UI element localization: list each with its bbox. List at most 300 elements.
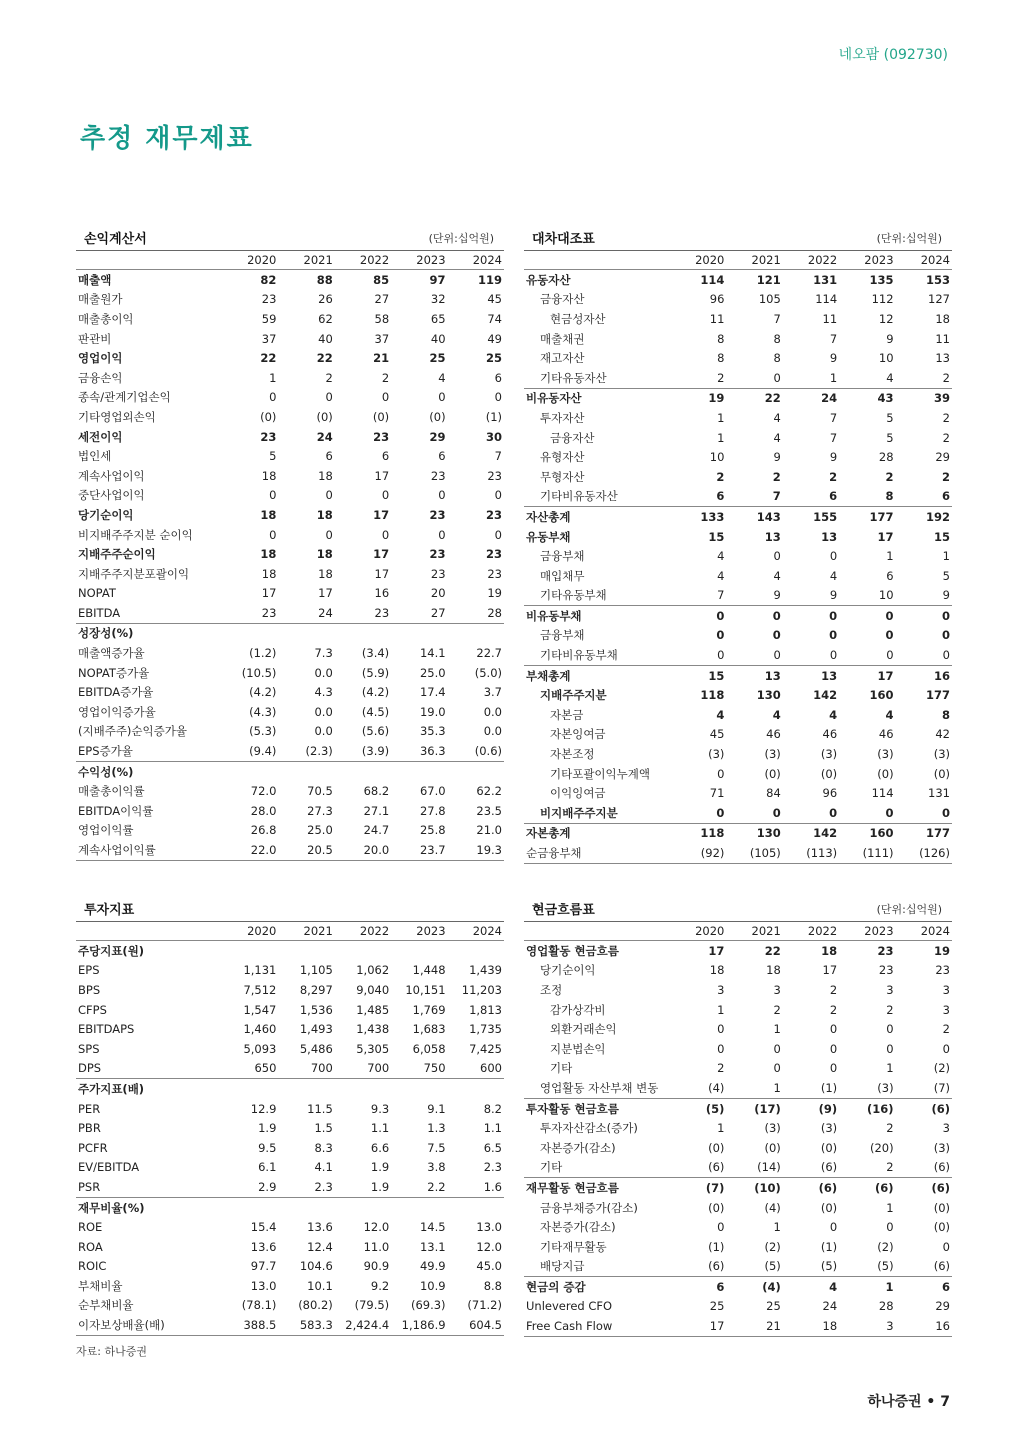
row-value: 24 bbox=[318, 605, 333, 620]
investment-indicators-section bbox=[76, 899, 504, 1336]
page-title: 추정 재무제표 bbox=[80, 124, 254, 154]
table-row bbox=[524, 388, 952, 408]
row-value: 105 bbox=[758, 292, 781, 307]
row-label: 당기순이익 bbox=[540, 963, 596, 978]
row-value: 13.0 bbox=[250, 1278, 277, 1293]
row-value: 5,093 bbox=[243, 1041, 277, 1056]
row-value: 0 bbox=[438, 527, 446, 542]
row-value: 13 bbox=[764, 529, 781, 544]
row-value: (3) bbox=[877, 747, 894, 762]
table-row bbox=[76, 584, 504, 604]
header-row bbox=[524, 251, 952, 270]
row-value: (5) bbox=[764, 1259, 781, 1274]
row-value: 2 bbox=[941, 469, 950, 484]
row-value: 16 bbox=[896, 1316, 952, 1336]
table-row bbox=[524, 783, 952, 803]
row-value: 1,105 bbox=[299, 963, 333, 978]
row-value: 0.0 bbox=[483, 704, 502, 719]
row-value: 62.2 bbox=[476, 784, 502, 799]
row-label: 금융부채 bbox=[540, 628, 585, 643]
row-value: 19 bbox=[487, 586, 502, 601]
row-label: 영업이익증가율 bbox=[78, 704, 156, 719]
row-value: 58 bbox=[374, 311, 390, 326]
row-value: 10 bbox=[709, 450, 725, 465]
row-value: 1,536 bbox=[299, 1002, 333, 1017]
row-value: 17.4 bbox=[419, 685, 446, 700]
row-value: 1 bbox=[717, 430, 725, 445]
row-value: 4 bbox=[783, 1277, 839, 1297]
table-row bbox=[76, 1217, 504, 1237]
row-value: 0 bbox=[494, 390, 502, 405]
table-row bbox=[76, 941, 504, 961]
row-value: (1) bbox=[708, 1239, 725, 1254]
row-value: (1) bbox=[820, 1080, 838, 1095]
row-label: 순금융부채 bbox=[524, 843, 670, 863]
row-value: (5.6) bbox=[361, 724, 390, 739]
row-value: (71.2) bbox=[467, 1298, 502, 1313]
row-value: 17 bbox=[373, 547, 390, 562]
row-value: 0 bbox=[941, 628, 950, 643]
year-header: 2021 bbox=[278, 251, 334, 270]
balance-sheet-section bbox=[524, 228, 952, 864]
row-value: 36.3 bbox=[419, 744, 446, 759]
row-value: 114 bbox=[700, 272, 725, 287]
row-label: 비지배주주지분 순이익 bbox=[78, 527, 193, 542]
row-value: 4 bbox=[717, 549, 725, 564]
table-row bbox=[524, 764, 952, 784]
row-value: 2.2 bbox=[427, 1179, 446, 1194]
row-value: 0 bbox=[772, 805, 781, 820]
row-value: (0) bbox=[764, 766, 781, 781]
row-value: 0 bbox=[829, 1220, 838, 1235]
row-value: 18 bbox=[260, 507, 277, 522]
row-value: 23 bbox=[261, 605, 277, 620]
row-value: (0) bbox=[877, 766, 894, 781]
row-value: (6) bbox=[783, 1178, 839, 1198]
row-value bbox=[391, 1079, 447, 1099]
year-header: 2023 bbox=[839, 251, 895, 270]
row-value: 2 bbox=[717, 370, 725, 385]
row-value: 13.6 bbox=[307, 1220, 333, 1235]
row-value: 17 bbox=[839, 665, 895, 685]
row-value: 0 bbox=[325, 488, 333, 503]
row-value: 85 bbox=[373, 272, 390, 287]
row-value: 0 bbox=[269, 390, 277, 405]
row-value: 35.3 bbox=[419, 724, 446, 739]
row-label: CFPS bbox=[78, 1002, 107, 1017]
row-value: 1 bbox=[942, 549, 950, 564]
row-label: 주당지표(원) bbox=[78, 943, 145, 958]
row-value bbox=[222, 761, 278, 781]
row-value: 43 bbox=[839, 388, 895, 408]
row-value bbox=[335, 1197, 391, 1217]
row-value: 583.3 bbox=[278, 1315, 334, 1335]
row-value bbox=[222, 1197, 278, 1217]
row-value: 700 bbox=[310, 1061, 333, 1076]
row-value: 0 bbox=[494, 488, 502, 503]
header-row bbox=[76, 251, 504, 270]
row-value: 17 bbox=[877, 529, 894, 544]
row-value: 24.7 bbox=[363, 823, 390, 838]
table-row bbox=[76, 407, 504, 427]
year-header: 2023 bbox=[839, 922, 895, 941]
row-value: 13.0 bbox=[476, 1220, 502, 1235]
row-value: (0) bbox=[764, 1140, 781, 1155]
table-row bbox=[524, 447, 952, 467]
table-row bbox=[524, 566, 952, 586]
year-header: 2024 bbox=[896, 922, 952, 941]
row-label: 영업활동 자산부채 변동 bbox=[540, 1080, 659, 1095]
table-row bbox=[76, 486, 504, 506]
row-value: 28 bbox=[487, 605, 502, 620]
row-value: 9 bbox=[829, 351, 838, 366]
row-value: 0 bbox=[773, 370, 781, 385]
row-label: NOPAT bbox=[78, 586, 116, 601]
row-label: 기타유동부채 bbox=[540, 588, 607, 603]
table-row bbox=[524, 1217, 952, 1237]
row-value: (69.3) bbox=[410, 1298, 446, 1313]
row-value: 1.3 bbox=[427, 1121, 446, 1136]
row-value: 1,438 bbox=[356, 1022, 390, 1037]
row-value bbox=[222, 941, 278, 961]
row-label: 자산총계 bbox=[524, 507, 670, 527]
row-label: 재무비율(%) bbox=[76, 1197, 222, 1217]
row-label: 재무활동 현금흐름 bbox=[524, 1178, 670, 1198]
row-value bbox=[391, 761, 447, 781]
row-value bbox=[335, 623, 391, 643]
invest-table bbox=[76, 922, 504, 1336]
table-row bbox=[524, 507, 952, 527]
year-header: 2023 bbox=[391, 251, 447, 270]
row-value bbox=[448, 1197, 504, 1217]
table-row bbox=[524, 527, 952, 547]
row-label: 자본조정 bbox=[550, 747, 595, 762]
row-value: 27.1 bbox=[363, 803, 390, 818]
income-statement-unit: (단위:십억원) bbox=[428, 232, 494, 245]
row-label: 매출채권 bbox=[540, 331, 585, 346]
row-value: 6 bbox=[325, 449, 333, 464]
row-value: 1,769 bbox=[412, 1002, 446, 1017]
row-value: (7) bbox=[670, 1178, 726, 1198]
row-value: 133 bbox=[670, 507, 726, 527]
ticker-label: 네오팜 (092730) bbox=[838, 47, 948, 63]
row-value: (6) bbox=[820, 1160, 838, 1175]
row-value: 9.5 bbox=[258, 1140, 277, 1155]
row-value: 0 bbox=[886, 1220, 894, 1235]
row-value: 9 bbox=[773, 450, 781, 465]
row-value: 6.6 bbox=[370, 1140, 390, 1155]
cash-flow-section bbox=[524, 899, 952, 1337]
row-label: 금융부채증가(감소) bbox=[540, 1200, 638, 1215]
row-value: 46 bbox=[766, 727, 781, 742]
row-value: (4.3) bbox=[249, 704, 277, 719]
row-value: 119 bbox=[477, 272, 502, 287]
row-label: 기타 bbox=[550, 1061, 573, 1076]
row-value: (4) bbox=[764, 1200, 781, 1215]
row-label: EBITDA bbox=[78, 605, 121, 620]
row-value: 25 bbox=[485, 351, 502, 366]
row-value: 23 bbox=[430, 566, 446, 581]
table-row bbox=[524, 1316, 952, 1336]
table-row bbox=[524, 1118, 952, 1138]
row-value: 8.2 bbox=[483, 1101, 502, 1116]
row-value: (0.6) bbox=[474, 744, 502, 759]
row-value: 1,186.9 bbox=[391, 1315, 447, 1335]
row-value: 114 bbox=[815, 292, 838, 307]
table-row bbox=[76, 722, 504, 742]
row-label: 조정 bbox=[540, 982, 563, 997]
row-value: 1 bbox=[717, 1121, 725, 1136]
row-value: 0 bbox=[773, 549, 781, 564]
row-value: (126) bbox=[896, 843, 952, 863]
row-value: 42 bbox=[935, 727, 950, 742]
row-value: 0 bbox=[325, 527, 333, 542]
row-value: 21 bbox=[726, 1316, 782, 1336]
row-value: 23 bbox=[877, 943, 894, 958]
row-value: 7 bbox=[494, 449, 502, 464]
row-value: 18 bbox=[821, 943, 838, 958]
row-value: 4 bbox=[438, 370, 446, 385]
row-value: 97 bbox=[429, 272, 446, 287]
row-value: 17 bbox=[374, 566, 390, 581]
table-row bbox=[524, 586, 952, 606]
row-value: 23 bbox=[485, 507, 502, 522]
row-value: (6) bbox=[896, 1178, 952, 1198]
row-value: 19 bbox=[670, 388, 726, 408]
row-value: (0) bbox=[820, 1140, 838, 1155]
table-row bbox=[524, 348, 952, 368]
table-row bbox=[76, 781, 504, 801]
row-value bbox=[278, 941, 334, 961]
row-value: 0.0 bbox=[314, 665, 333, 680]
table-row bbox=[524, 843, 952, 863]
row-value: 24 bbox=[822, 1299, 838, 1314]
row-label: 자본총계 bbox=[524, 823, 670, 843]
row-value: 18 bbox=[260, 547, 277, 562]
row-value: 177 bbox=[839, 507, 895, 527]
table-row bbox=[76, 980, 504, 1000]
table-row bbox=[76, 603, 504, 623]
row-value: 1,460 bbox=[243, 1022, 277, 1037]
row-value: 15 bbox=[933, 529, 950, 544]
row-value: (0) bbox=[933, 766, 950, 781]
row-value: 25 bbox=[429, 351, 446, 366]
table-row bbox=[76, 1177, 504, 1197]
row-value: 8 bbox=[773, 331, 781, 346]
row-value: 0 bbox=[773, 648, 781, 663]
row-value: (0) bbox=[933, 1220, 950, 1235]
table-row bbox=[524, 1078, 952, 1098]
row-value: 22.7 bbox=[476, 646, 502, 661]
row-value: 7 bbox=[717, 588, 725, 603]
row-label: SPS bbox=[78, 1041, 100, 1056]
row-value: 177 bbox=[925, 688, 950, 703]
row-value: 10,151 bbox=[405, 982, 446, 997]
row-value bbox=[448, 761, 504, 781]
row-value: 11 bbox=[935, 331, 950, 346]
row-value: 7 bbox=[773, 311, 781, 326]
row-value: (5) bbox=[670, 1098, 726, 1118]
row-value: 4 bbox=[773, 430, 781, 445]
row-label: 배당지급 bbox=[540, 1259, 585, 1274]
row-value: 2 bbox=[717, 1061, 725, 1076]
row-value: (5.0) bbox=[474, 665, 502, 680]
table-row bbox=[524, 803, 952, 823]
row-value: 13 bbox=[783, 665, 839, 685]
row-value: (78.1) bbox=[241, 1298, 277, 1313]
row-value: (3) bbox=[933, 747, 950, 762]
row-value: 3.8 bbox=[427, 1160, 446, 1175]
year-header: 2020 bbox=[670, 922, 726, 941]
row-value: 118 bbox=[700, 688, 725, 703]
row-value: 2 bbox=[886, 1121, 894, 1136]
row-value: (3) bbox=[933, 1140, 950, 1155]
row-label: PCFR bbox=[78, 1140, 108, 1155]
table-row bbox=[524, 744, 952, 764]
row-value bbox=[448, 623, 504, 643]
row-value: 143 bbox=[726, 507, 782, 527]
table-row bbox=[76, 1099, 504, 1119]
row-value: 4 bbox=[772, 707, 781, 722]
row-value: 23.5 bbox=[476, 803, 502, 818]
row-value: 13 bbox=[935, 351, 950, 366]
row-value: (6) bbox=[708, 1160, 725, 1175]
row-value: 88 bbox=[316, 272, 333, 287]
row-value: 23 bbox=[878, 963, 894, 978]
row-value: 22 bbox=[764, 943, 781, 958]
row-value: (0) bbox=[429, 409, 446, 424]
row-value: 0 bbox=[829, 805, 838, 820]
row-value: 6 bbox=[716, 489, 725, 504]
row-value: 17 bbox=[261, 586, 277, 601]
row-value: 25.0 bbox=[307, 823, 333, 838]
row-value: (3) bbox=[820, 1121, 838, 1136]
row-value: 1 bbox=[886, 1061, 894, 1076]
row-label: 유동부채 bbox=[526, 529, 571, 544]
row-value: 4 bbox=[829, 707, 838, 722]
row-value: 0.0 bbox=[314, 704, 333, 719]
header-row bbox=[76, 922, 504, 941]
row-label: EBITDA이익률 bbox=[78, 803, 154, 818]
table-row bbox=[76, 761, 504, 781]
table-row bbox=[76, 427, 504, 447]
year-header: 2022 bbox=[783, 922, 839, 941]
row-value: (2) bbox=[933, 1061, 950, 1076]
table-row bbox=[524, 685, 952, 705]
row-value: 74 bbox=[487, 311, 502, 326]
row-label: 중단사업이익 bbox=[78, 488, 145, 503]
year-header: 2020 bbox=[670, 251, 726, 270]
row-value: (5) bbox=[820, 1259, 838, 1274]
row-value: 49 bbox=[487, 331, 502, 346]
row-value: 19.0 bbox=[419, 704, 446, 719]
row-value: (92) bbox=[670, 843, 726, 863]
table-row bbox=[524, 1277, 952, 1297]
row-value: 49.9 bbox=[419, 1259, 446, 1274]
row-value: 0 bbox=[717, 766, 725, 781]
row-value: 1 bbox=[773, 1080, 781, 1095]
row-label: 영업이익 bbox=[78, 351, 123, 366]
row-value: (5.9) bbox=[361, 665, 390, 680]
row-value: 13.1 bbox=[419, 1239, 446, 1254]
row-value: 3 bbox=[942, 982, 950, 997]
row-value: 27.8 bbox=[419, 803, 446, 818]
row-value: 1.9 bbox=[258, 1121, 277, 1136]
row-value: 6 bbox=[941, 489, 950, 504]
row-value bbox=[448, 941, 504, 961]
row-value: 25.0 bbox=[419, 665, 446, 680]
row-value: (6) bbox=[708, 1259, 725, 1274]
header-blank bbox=[76, 251, 222, 270]
row-value: 18 bbox=[318, 566, 333, 581]
table-row bbox=[524, 645, 952, 665]
row-value: 25 bbox=[709, 1299, 725, 1314]
table-row bbox=[76, 741, 504, 761]
table-row bbox=[524, 665, 952, 685]
table-row bbox=[76, 1197, 504, 1217]
row-value: 13.6 bbox=[250, 1239, 277, 1254]
row-value: 4 bbox=[716, 707, 725, 722]
row-value: 18 bbox=[709, 963, 725, 978]
row-value: 11,203 bbox=[461, 982, 502, 997]
row-label: 금융부채 bbox=[540, 549, 585, 564]
row-value: 8 bbox=[773, 351, 781, 366]
row-value: (111) bbox=[839, 843, 895, 863]
row-value: (105) bbox=[726, 843, 782, 863]
table-row bbox=[524, 626, 952, 646]
row-value: 46 bbox=[878, 727, 894, 742]
table-row bbox=[76, 290, 504, 310]
row-value: 9 bbox=[886, 331, 894, 346]
row-value: 4.3 bbox=[314, 685, 333, 700]
row-value: 153 bbox=[925, 272, 950, 287]
row-value: 4 bbox=[829, 568, 838, 583]
row-value: 131 bbox=[928, 786, 950, 801]
row-value: (4) bbox=[708, 1080, 725, 1095]
table-row bbox=[76, 1237, 504, 1257]
row-value bbox=[335, 1079, 391, 1099]
row-label: 계속사업이익률 bbox=[76, 840, 222, 860]
row-value: 0 bbox=[726, 606, 782, 626]
row-value: 29 bbox=[935, 450, 950, 465]
table-row bbox=[524, 408, 952, 428]
row-label: NOPAT증가율 bbox=[78, 665, 150, 680]
table-row bbox=[524, 725, 952, 745]
row-label: 매출액증가율 bbox=[78, 646, 145, 661]
row-value: 7,425 bbox=[469, 1041, 502, 1056]
row-value: 4 bbox=[717, 568, 725, 583]
table-row bbox=[76, 348, 504, 368]
row-value: 2.3 bbox=[483, 1160, 502, 1175]
row-value: 68.2 bbox=[363, 784, 390, 799]
row-value: 65 bbox=[430, 311, 446, 326]
row-value: 6 bbox=[829, 489, 838, 504]
row-value: 29 bbox=[935, 1299, 950, 1314]
table-row bbox=[76, 623, 504, 643]
row-value: 0 bbox=[717, 1220, 725, 1235]
year-header: 2024 bbox=[448, 251, 504, 270]
table-row bbox=[524, 270, 952, 290]
row-value: 16 bbox=[374, 586, 390, 601]
balance-table bbox=[524, 251, 952, 864]
row-value: 23.7 bbox=[391, 840, 447, 860]
row-value: 2 bbox=[942, 1022, 950, 1037]
row-value: 0 bbox=[829, 1041, 838, 1056]
row-value: 1 bbox=[773, 1220, 781, 1235]
row-value: 23 bbox=[487, 468, 502, 483]
row-value: 1.1 bbox=[370, 1121, 390, 1136]
row-label: 금융자산 bbox=[550, 430, 595, 445]
